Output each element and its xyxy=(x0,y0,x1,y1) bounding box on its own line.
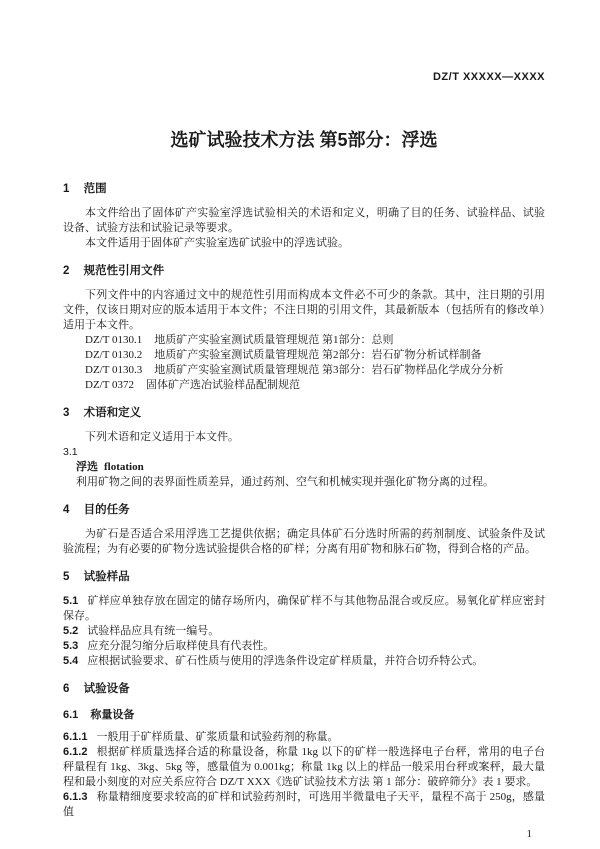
clause-6-1-2 xyxy=(63,745,545,790)
section-test-samples xyxy=(63,570,545,669)
page-number: 1 xyxy=(526,828,532,840)
standard-number: DZ/T XXXXX—XXXX xyxy=(432,71,545,83)
subsection-6-1-title: 称量设备 xyxy=(90,709,135,721)
terms-intro: 下列术语和定义适用于本文件。 xyxy=(85,431,239,443)
term-english: flotation xyxy=(104,461,144,473)
clause-text: 应根据试验要求、矿石性质与使用的浮选条件设定矿样质量，并符合切乔特公式。 xyxy=(87,655,484,667)
section-purpose-tasks xyxy=(63,503,545,557)
reference-item xyxy=(85,333,545,348)
reference-item xyxy=(85,378,545,393)
section-5-title: 试验样品 xyxy=(83,571,130,583)
page-footer xyxy=(63,827,545,842)
clause-5-3 xyxy=(63,639,545,654)
reference-title: 地质矿产实验室测试质量管理规范 第3部分：岩石矿物样品化学成分分析 xyxy=(154,364,504,376)
reference-code: DZ/T 0130.2 xyxy=(85,349,143,361)
section-2-number: 2 xyxy=(63,265,70,277)
section-5-number: 5 xyxy=(63,571,70,583)
reference-item xyxy=(85,348,545,363)
clause-6-1-3 xyxy=(63,790,545,820)
clause-number: 6.1.2 xyxy=(63,746,88,758)
scope-paragraph-1: 本文件给出了固体矿产实验室浮选试验相关的术语和定义，明确了目的任务、试验样品、试验设备、试验方法和试验记录等要求。 xyxy=(63,207,545,234)
reference-title: 固体矿产选冶试验样品配制规范 xyxy=(146,379,300,391)
clause-number: 5.1 xyxy=(63,595,79,607)
clause-text: 试验样品应具有统一编号。 xyxy=(87,625,220,637)
reference-code: DZ/T 0130.3 xyxy=(85,364,143,376)
section-4-number: 4 xyxy=(63,504,70,516)
reference-item xyxy=(85,363,545,378)
reference-code: DZ/T 0130.1 xyxy=(85,334,143,346)
page-header xyxy=(63,70,545,85)
section-3-heading xyxy=(63,406,545,421)
section-test-equipment xyxy=(63,682,545,820)
clause-5-1 xyxy=(63,594,545,624)
section-2-heading xyxy=(63,264,545,279)
section-4-heading xyxy=(63,503,545,518)
clause-number: 5.4 xyxy=(63,655,79,667)
term-entry xyxy=(76,460,545,475)
clause-5-4 xyxy=(63,654,545,669)
subsection-6-1-heading xyxy=(63,708,545,723)
clause-text: 矿样应单独存放在固定的储存场所内，确保矿样不与其他物品混合或反应。易氧化矿样应密封保存。 xyxy=(63,595,545,622)
clause-number: 6.1.3 xyxy=(63,791,88,803)
reference-code: DZ/T 0372 xyxy=(85,379,134,391)
section-2-title: 规范性引用文件 xyxy=(83,265,165,277)
reference-title: 地质矿产实验室测试质量管理规范 第1部分：总则 xyxy=(154,334,394,346)
section-normative-references xyxy=(63,264,545,393)
clause-text: 称量精细度要求较高的矿样和试验药剂时，可选用半微量电子天平，量程不高于 250g，感量值 xyxy=(63,791,545,818)
term-number: 3.1 xyxy=(63,446,78,458)
section-5-heading xyxy=(63,570,545,585)
section-3-title: 术语和定义 xyxy=(83,407,142,419)
term-definition: 利用矿物之间的表界面性质差异，通过药剂、空气和机械实现并强化矿物分离的过程。 xyxy=(76,476,494,488)
section-6-heading xyxy=(63,682,545,697)
section-1-title: 范围 xyxy=(83,183,107,195)
section-6-number: 6 xyxy=(63,683,70,695)
section-4-title: 目的任务 xyxy=(83,504,130,516)
clause-text: 应充分混匀缩分后取样使具有代表性。 xyxy=(87,640,275,652)
section-3-number: 3 xyxy=(63,407,70,419)
clause-text: 一般用于矿样质量、矿浆质量和试验药剂的称量。 xyxy=(96,731,339,743)
clause-number: 5.3 xyxy=(63,640,79,652)
clause-text: 根据矿样质量选择合适的称量设备，称量 1kg 以下的矿样一般选择电子台秤，常用的电子台秤量程有 1kg、3kg、5kg 等，感量值为 0.001kg；称量 1kg 以上的样品一般采用台秤或案秤，最大量程和最小刻度的对应关系应符合 DZ/T XXX《选矿试验技术方法 第 1 部分：破碎筛分》表 1 要求。 xyxy=(63,746,545,788)
reference-title: 地质矿产实验室测试质量管理规范 第2部分：岩石矿物分析试样制备 xyxy=(154,349,482,361)
scope-paragraph-2: 本文件适用于固体矿产实验室选矿试验中的浮选试验。 xyxy=(85,237,349,249)
clause-number: 6.1.1 xyxy=(63,731,88,743)
clause-5-2 xyxy=(63,624,545,639)
term-chinese: 浮选 xyxy=(76,461,98,473)
section-1-number: 1 xyxy=(63,183,70,195)
section-scope xyxy=(63,182,545,251)
section-terms-definitions xyxy=(63,406,545,490)
section-6-title: 试验设备 xyxy=(83,683,130,695)
clause-number: 5.2 xyxy=(63,625,79,637)
document-title: 选矿试验技术方法 第5部分：浮选 xyxy=(170,130,438,150)
purpose-paragraph: 为矿石是否适合采用浮选工艺提供依据；确定具体矿石分选时所需的药剂制度、试验条件及试验流程；为有必要的矿物分选试验提供合格的矿样；分离有用矿物和脉石矿物，得到合格的产品。 xyxy=(63,528,545,555)
section-1-heading xyxy=(63,182,545,197)
subsection-6-1-number: 6.1 xyxy=(63,709,79,721)
references-intro: 下列文件中的内容通过文中的规范性引用而构成本文件必不可少的条款。其中，注日期的引用文件，仅该日期对应的版本适用于本文件；不注日期的引用文件，其最新版本（包括所有的修改单）适用于本文件。 xyxy=(63,289,545,331)
clause-6-1-1 xyxy=(63,730,545,745)
